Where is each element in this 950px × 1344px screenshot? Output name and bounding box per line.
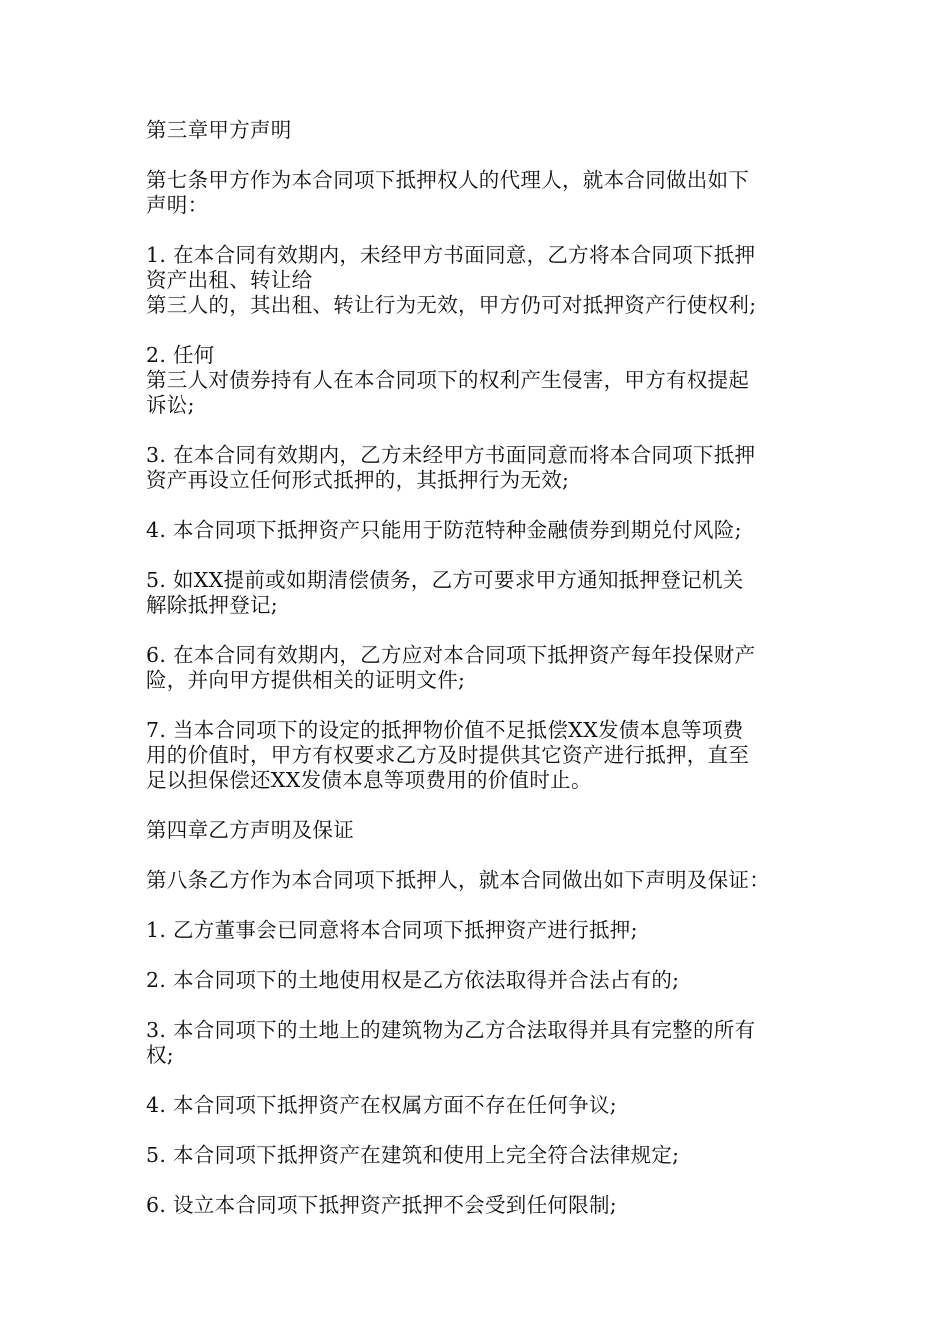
text-line: 6. 在本合同有效期内，乙方应对本合同项下抵押资产每年投保财产: [146, 643, 756, 667]
text-line: 资产再设立任何形式抵押的，其抵押行为无效;: [146, 468, 570, 492]
text-line: 6. 设立本合同项下抵押资产抵押不会受到任何限制;: [146, 1193, 617, 1217]
text-line: 5. 如XX提前或如期清偿债务，乙方可要求甲方通知抵押登记机关: [146, 568, 744, 592]
paragraph: [146, 118, 811, 143]
text-line: 第七条甲方作为本合同项下抵押权人的代理人，就本合同做出如下: [146, 168, 750, 192]
text-line: 诉讼;: [146, 393, 195, 417]
text-line: 第三章甲方声明: [146, 118, 292, 142]
text-line: 7. 当本合同项下的设定的抵押物价值不足抵偿XX发债本息等项费: [146, 718, 744, 742]
text-line: 第三人的，其出租、转让行为无效，甲方仍可对抵押资产行使权利;: [146, 293, 757, 317]
paragraph: [146, 243, 811, 318]
text-line: 3. 本合同项下的土地上的建筑物为乙方合法取得并具有完整的所有: [146, 1018, 756, 1042]
text-line: 1. 在本合同有效期内，未经甲方书面同意，乙方将本合同项下抵押: [146, 243, 756, 267]
paragraph: [146, 1018, 811, 1068]
paragraph: [146, 818, 811, 843]
document-body: [146, 118, 811, 1243]
text-line: 4. 本合同项下抵押资产只能用于防范特种金融债券到期兑付风险;: [146, 518, 742, 542]
text-line: 声明：: [146, 193, 209, 217]
text-line: 3. 在本合同有效期内，乙方未经甲方书面同意而将本合同项下抵押: [146, 443, 756, 467]
text-line: 4. 本合同项下抵押资产在权属方面不存在任何争议;: [146, 1093, 617, 1117]
text-line: 2. 本合同项下的土地使用权是乙方依法取得并合法占有的;: [146, 968, 680, 992]
text-line: 第八条乙方作为本合同项下抵押人，就本合同做出如下声明及保证：: [146, 868, 770, 892]
text-line: 5. 本合同项下抵押资产在建筑和使用上完全符合法律规定;: [146, 1143, 680, 1167]
text-line: 资产出租、转让给: [146, 268, 313, 292]
paragraph: [146, 1143, 811, 1168]
paragraph: [146, 343, 811, 418]
text-line: 1. 乙方董事会已同意将本合同项下抵押资产进行抵押;: [146, 918, 638, 942]
text-line: 第四章乙方声明及保证: [146, 818, 354, 842]
text-line: 第三人对债券持有人在本合同项下的权利产生侵害，甲方有权提起: [146, 368, 750, 392]
paragraph: [146, 1193, 811, 1218]
text-line: 足以担保偿还XX发债本息等项费用的价值时止。: [146, 768, 592, 792]
paragraph: [146, 518, 811, 543]
text-line: 2. 任何: [146, 343, 215, 367]
paragraph: [146, 568, 811, 618]
text-line: 解除抵押登记;: [146, 593, 279, 617]
paragraph: [146, 443, 811, 493]
paragraph: [146, 918, 811, 943]
text-line: 用的价值时，甲方有权要求乙方及时提供其它资产进行抵押，直至: [146, 743, 750, 767]
paragraph: [146, 643, 811, 693]
text-line: 权;: [146, 1043, 175, 1067]
paragraph: [146, 168, 811, 218]
paragraph: [146, 968, 811, 993]
paragraph: [146, 718, 811, 793]
paragraph: [146, 1093, 811, 1118]
text-line: 险，并向甲方提供相关的证明文件;: [146, 668, 466, 692]
paragraph: [146, 868, 811, 893]
